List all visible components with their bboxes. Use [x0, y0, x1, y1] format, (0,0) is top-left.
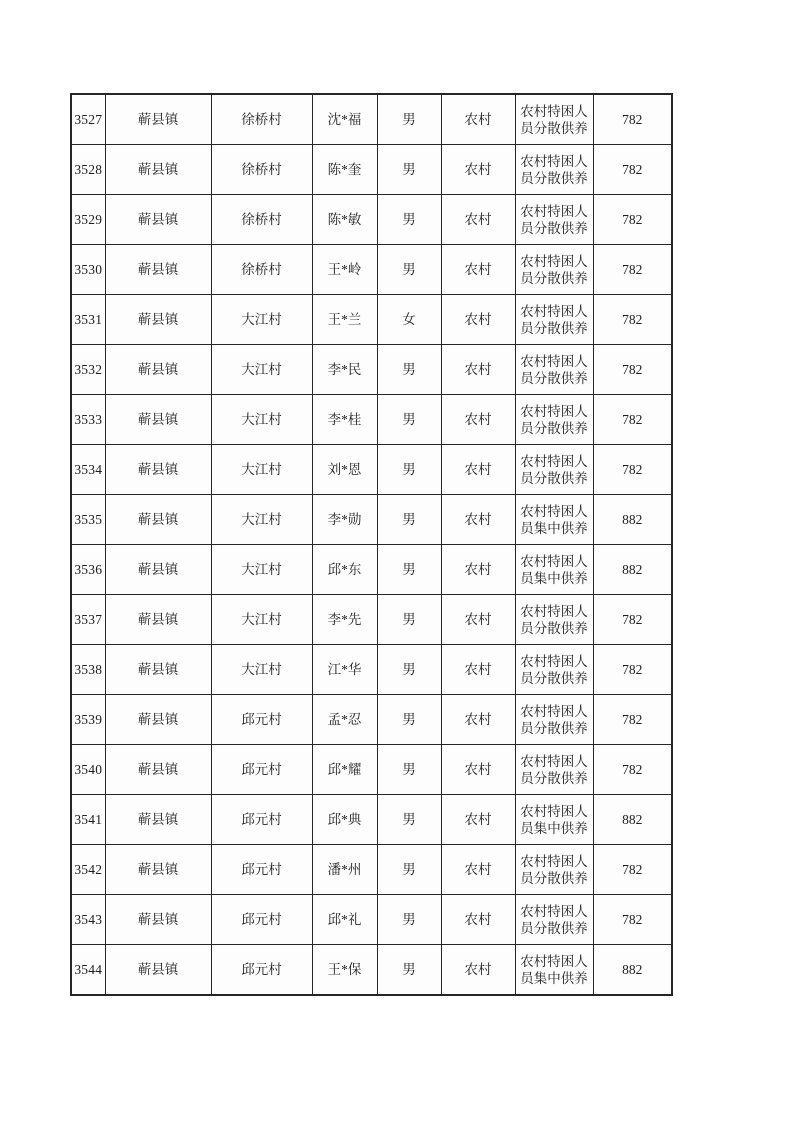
table-row — [71, 595, 672, 645]
cell-area-type: 农村 — [441, 645, 515, 695]
cell-amount: 782 — [593, 895, 672, 945]
cell-person-name: 李*桂 — [312, 395, 377, 445]
cell-village: 大江村 — [211, 645, 312, 695]
cell-serial-number: 3542 — [71, 845, 105, 895]
table-row — [71, 145, 672, 195]
cell-person-name: 邱*耀 — [312, 745, 377, 795]
cell-village: 邱元村 — [211, 945, 312, 996]
cell-serial-number: 3529 — [71, 195, 105, 245]
cell-amount: 882 — [593, 545, 672, 595]
table-row — [71, 345, 672, 395]
cell-serial-number: 3541 — [71, 795, 105, 845]
cell-amount: 782 — [593, 595, 672, 645]
cell-amount: 782 — [593, 845, 672, 895]
cell-serial-number: 3535 — [71, 495, 105, 545]
cell-assistance-category: 农村特困人员分散供养 — [515, 345, 593, 395]
table-row — [71, 745, 672, 795]
cell-gender: 男 — [377, 245, 441, 295]
cell-assistance-category: 农村特困人员分散供养 — [515, 695, 593, 745]
cell-person-name: 孟*忍 — [312, 695, 377, 745]
cell-town: 蕲县镇 — [105, 645, 211, 695]
cell-amount: 782 — [593, 445, 672, 495]
cell-person-name: 江*华 — [312, 645, 377, 695]
cell-area-type: 农村 — [441, 745, 515, 795]
cell-town: 蕲县镇 — [105, 945, 211, 996]
table-row — [71, 645, 672, 695]
cell-gender: 男 — [377, 145, 441, 195]
cell-assistance-category: 农村特困人员集中供养 — [515, 545, 593, 595]
cell-person-name: 潘*州 — [312, 845, 377, 895]
cell-gender: 男 — [377, 395, 441, 445]
cell-assistance-category: 农村特困人员集中供养 — [515, 945, 593, 996]
cell-amount: 782 — [593, 245, 672, 295]
cell-gender: 男 — [377, 195, 441, 245]
cell-assistance-category: 农村特困人员分散供养 — [515, 745, 593, 795]
cell-gender: 男 — [377, 945, 441, 996]
cell-village: 邱元村 — [211, 695, 312, 745]
cell-assistance-category: 农村特困人员分散供养 — [515, 595, 593, 645]
cell-village: 邱元村 — [211, 795, 312, 845]
cell-village: 大江村 — [211, 545, 312, 595]
cell-serial-number: 3534 — [71, 445, 105, 495]
cell-amount: 782 — [593, 295, 672, 345]
welfare-recipients-table — [70, 93, 673, 996]
cell-person-name: 陈*敏 — [312, 195, 377, 245]
cell-gender: 男 — [377, 495, 441, 545]
cell-amount: 782 — [593, 645, 672, 695]
cell-area-type: 农村 — [441, 545, 515, 595]
cell-village: 邱元村 — [211, 745, 312, 795]
cell-gender: 男 — [377, 445, 441, 495]
cell-person-name: 王*岭 — [312, 245, 377, 295]
cell-amount: 782 — [593, 94, 672, 145]
cell-serial-number: 3537 — [71, 595, 105, 645]
cell-amount: 882 — [593, 795, 672, 845]
cell-person-name: 陈*奎 — [312, 145, 377, 195]
cell-serial-number: 3533 — [71, 395, 105, 445]
cell-area-type: 农村 — [441, 145, 515, 195]
cell-area-type: 农村 — [441, 245, 515, 295]
cell-person-name: 李*勋 — [312, 495, 377, 545]
cell-serial-number: 3543 — [71, 895, 105, 945]
table-row — [71, 945, 672, 996]
cell-gender: 男 — [377, 645, 441, 695]
cell-amount: 882 — [593, 945, 672, 996]
table-row — [71, 695, 672, 745]
cell-serial-number: 3527 — [71, 94, 105, 145]
cell-town: 蕲县镇 — [105, 145, 211, 195]
cell-assistance-category: 农村特困人员分散供养 — [515, 645, 593, 695]
cell-assistance-category: 农村特困人员分散供养 — [515, 845, 593, 895]
cell-assistance-category: 农村特困人员集中供养 — [515, 795, 593, 845]
cell-gender: 男 — [377, 695, 441, 745]
cell-village: 大江村 — [211, 495, 312, 545]
cell-gender: 男 — [377, 745, 441, 795]
cell-area-type: 农村 — [441, 195, 515, 245]
cell-village: 徐桥村 — [211, 94, 312, 145]
cell-area-type: 农村 — [441, 94, 515, 145]
table-row — [71, 795, 672, 845]
cell-assistance-category: 农村特困人员分散供养 — [515, 94, 593, 145]
cell-serial-number: 3538 — [71, 645, 105, 695]
cell-person-name: 李*民 — [312, 345, 377, 395]
cell-area-type: 农村 — [441, 945, 515, 996]
cell-town: 蕲县镇 — [105, 495, 211, 545]
cell-person-name: 王*兰 — [312, 295, 377, 345]
cell-area-type: 农村 — [441, 895, 515, 945]
cell-serial-number: 3536 — [71, 545, 105, 595]
cell-assistance-category: 农村特困人员分散供养 — [515, 245, 593, 295]
cell-serial-number: 3540 — [71, 745, 105, 795]
table-row — [71, 545, 672, 595]
table-row — [71, 195, 672, 245]
cell-person-name: 沈*福 — [312, 94, 377, 145]
cell-village: 大江村 — [211, 345, 312, 395]
cell-assistance-category: 农村特困人员分散供养 — [515, 145, 593, 195]
cell-amount: 782 — [593, 195, 672, 245]
cell-town: 蕲县镇 — [105, 295, 211, 345]
cell-person-name: 邱*东 — [312, 545, 377, 595]
cell-area-type: 农村 — [441, 345, 515, 395]
cell-town: 蕲县镇 — [105, 745, 211, 795]
cell-assistance-category: 农村特困人员分散供养 — [515, 445, 593, 495]
cell-gender: 男 — [377, 895, 441, 945]
cell-serial-number: 3531 — [71, 295, 105, 345]
table-row — [71, 94, 672, 145]
cell-village: 大江村 — [211, 395, 312, 445]
table-row — [71, 245, 672, 295]
cell-amount: 782 — [593, 345, 672, 395]
cell-gender: 男 — [377, 795, 441, 845]
cell-town: 蕲县镇 — [105, 345, 211, 395]
cell-area-type: 农村 — [441, 795, 515, 845]
cell-town: 蕲县镇 — [105, 795, 211, 845]
cell-amount: 782 — [593, 745, 672, 795]
cell-assistance-category: 农村特困人员分散供养 — [515, 395, 593, 445]
table-row — [71, 445, 672, 495]
cell-gender: 男 — [377, 545, 441, 595]
cell-town: 蕲县镇 — [105, 245, 211, 295]
cell-village: 徐桥村 — [211, 145, 312, 195]
cell-person-name: 李*先 — [312, 595, 377, 645]
cell-town: 蕲县镇 — [105, 445, 211, 495]
cell-village: 邱元村 — [211, 895, 312, 945]
table-row — [71, 495, 672, 545]
cell-area-type: 农村 — [441, 295, 515, 345]
cell-serial-number: 3530 — [71, 245, 105, 295]
cell-area-type: 农村 — [441, 495, 515, 545]
cell-town: 蕲县镇 — [105, 895, 211, 945]
cell-gender: 男 — [377, 595, 441, 645]
cell-amount: 782 — [593, 395, 672, 445]
cell-village: 大江村 — [211, 445, 312, 495]
cell-gender: 男 — [377, 845, 441, 895]
cell-assistance-category: 农村特困人员集中供养 — [515, 495, 593, 545]
cell-village: 徐桥村 — [211, 245, 312, 295]
cell-serial-number: 3528 — [71, 145, 105, 195]
cell-area-type: 农村 — [441, 445, 515, 495]
cell-area-type: 农村 — [441, 845, 515, 895]
table-row — [71, 845, 672, 895]
cell-gender: 男 — [377, 94, 441, 145]
cell-gender: 女 — [377, 295, 441, 345]
cell-village: 大江村 — [211, 595, 312, 645]
cell-town: 蕲县镇 — [105, 195, 211, 245]
cell-area-type: 农村 — [441, 695, 515, 745]
cell-person-name: 刘*恩 — [312, 445, 377, 495]
cell-village: 大江村 — [211, 295, 312, 345]
cell-town: 蕲县镇 — [105, 395, 211, 445]
cell-amount: 782 — [593, 145, 672, 195]
cell-amount: 782 — [593, 695, 672, 745]
cell-person-name: 邱*礼 — [312, 895, 377, 945]
cell-assistance-category: 农村特困人员分散供养 — [515, 295, 593, 345]
cell-town: 蕲县镇 — [105, 595, 211, 645]
cell-town: 蕲县镇 — [105, 94, 211, 145]
cell-serial-number: 3544 — [71, 945, 105, 996]
cell-amount: 882 — [593, 495, 672, 545]
table-row — [71, 395, 672, 445]
cell-village: 徐桥村 — [211, 195, 312, 245]
cell-serial-number: 3539 — [71, 695, 105, 745]
table-row — [71, 895, 672, 945]
cell-area-type: 农村 — [441, 595, 515, 645]
table-body — [71, 94, 672, 995]
cell-area-type: 农村 — [441, 395, 515, 445]
table-row — [71, 295, 672, 345]
cell-town: 蕲县镇 — [105, 695, 211, 745]
cell-village: 邱元村 — [211, 845, 312, 895]
cell-town: 蕲县镇 — [105, 545, 211, 595]
cell-gender: 男 — [377, 345, 441, 395]
cell-person-name: 王*保 — [312, 945, 377, 996]
cell-assistance-category: 农村特困人员分散供养 — [515, 195, 593, 245]
cell-person-name: 邱*典 — [312, 795, 377, 845]
cell-assistance-category: 农村特困人员分散供养 — [515, 895, 593, 945]
cell-town: 蕲县镇 — [105, 845, 211, 895]
cell-serial-number: 3532 — [71, 345, 105, 395]
